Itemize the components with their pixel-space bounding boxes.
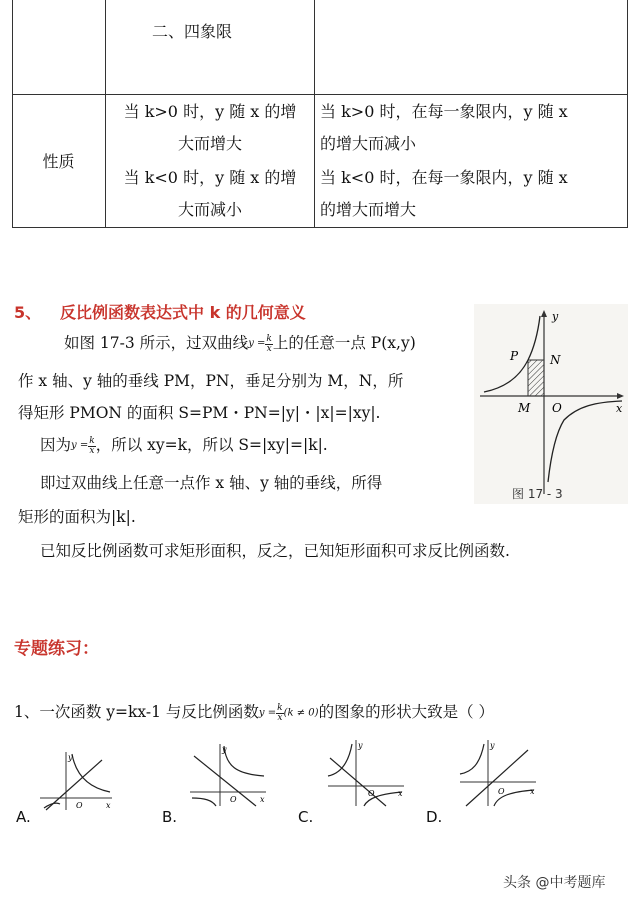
option-c-label[interactable]: C. <box>298 808 314 826</box>
p1-fraction <box>265 335 272 354</box>
q1-frac-num: k <box>277 702 283 713</box>
fig-label-x: x <box>616 402 623 415</box>
table-column-divider-2 <box>314 0 315 228</box>
q1-frac-y: y = <box>258 707 277 719</box>
section-5-paragraph-6: 矩形的面积为|k|. <box>18 508 136 526</box>
option-b-y-label: y <box>222 745 227 754</box>
option-d-o-label: O <box>498 787 505 796</box>
direct-prop-line-1: 当 k>0 时，y 随 x 的增 <box>123 102 297 121</box>
p4-fraction <box>88 437 95 456</box>
inverse-prop-line-4: 的增大而增大 <box>320 200 417 219</box>
p1-frac-num: k <box>266 333 272 344</box>
q1-fraction <box>276 704 283 723</box>
property-table <box>12 0 628 228</box>
inverse-prop-line-1: 当 k>0 时，在每一象限内，y 随 x <box>320 102 568 121</box>
section-5-paragraph-3: 得矩形 PMON 的面积 S=PM・PN=|y|・|x|=|xy|. <box>18 404 381 422</box>
option-c-y-label: y <box>358 741 363 750</box>
figure-17-3-graph <box>474 304 628 504</box>
q1-condition: (k ≠ 0) <box>283 707 319 719</box>
direct-prop-line-4: 大而减小 <box>177 200 242 219</box>
option-c-o-label: O <box>368 789 375 798</box>
direct-prop-line-3: 当 k<0 时，y 随 x 的增 <box>123 168 297 187</box>
option-d-label[interactable]: D. <box>426 808 443 826</box>
section-5-title: 反比例函数表达式中 k 的几何意义 <box>60 303 306 322</box>
direct-prop-line-2: 大而增大 <box>177 134 242 153</box>
p1-text-b: 上的任意一点 P(x,y) <box>272 334 416 352</box>
fig-label-m: M <box>518 401 531 415</box>
p4-text-a: 因为 <box>40 436 72 454</box>
x-axis-arrow-icon <box>617 393 624 399</box>
q1-text-a: 1、一次函数 y=kx-1 与反比例函数 <box>14 703 259 721</box>
y-axis-arrow-icon <box>541 310 547 317</box>
inverse-prop-line-2: 的增大而减小 <box>320 134 417 153</box>
option-b-graph <box>186 740 270 808</box>
option-a-y-label: y <box>68 753 73 762</box>
section-5-paragraph-5: 即过双曲线上任意一点作 x 轴、y 轴的垂线，所得 <box>40 474 383 492</box>
property-label: 性质 <box>42 152 75 171</box>
section-5-number: 5、 <box>14 303 42 322</box>
q1-frac-den: x <box>277 712 283 723</box>
option-d-graph <box>456 736 540 808</box>
option-a-x-label: x <box>106 801 111 810</box>
p4-frac-den: x <box>89 445 95 456</box>
section-5-paragraph-1 <box>64 328 416 359</box>
option-c-graph <box>324 736 408 808</box>
option-d-x-label: x <box>530 787 535 796</box>
fig-label-o: O <box>552 401 562 415</box>
table-border-left <box>12 0 13 228</box>
p4-frac-y: y = <box>71 440 89 451</box>
p1-frac-y: y = <box>248 338 266 349</box>
question-1 <box>14 700 494 723</box>
section-5-paragraph-4 <box>40 430 328 461</box>
p1-text-a: 如图 17-3 所示，过双曲线 <box>64 334 249 352</box>
figure-caption: 图 17 - 3 <box>512 487 563 501</box>
option-c-x-label: x <box>398 789 403 798</box>
watermark: 头条 @中考题库 <box>503 875 606 891</box>
fig-label-n: N <box>550 353 561 367</box>
p4-text-b: ，所以 xy=k，所以 S=|xy|=|k|. <box>95 436 328 454</box>
option-a-o-label: O <box>76 801 83 810</box>
practice-title: 专题练习： <box>14 639 99 659</box>
fig-label-y: y <box>552 310 559 323</box>
section-5-heading <box>14 300 306 323</box>
fig-label-p: P <box>510 349 519 363</box>
option-d-y-label: y <box>490 741 495 750</box>
inverse-prop-line-3: 当 k<0 时，在每一象限内，y 随 x <box>320 168 568 187</box>
table-border-bottom <box>12 227 628 228</box>
section-5-paragraph-7: 已知反比例函数可求矩形面积，反之，已知矩形面积可求反比例函数. <box>40 542 510 560</box>
rectangle-pmon <box>528 360 544 396</box>
option-b-label[interactable]: B. <box>162 808 178 826</box>
table-row-divider <box>12 94 628 95</box>
p4-frac-num: k <box>89 435 95 446</box>
option-a-graph <box>36 748 116 812</box>
option-b-o-label: O <box>230 795 237 804</box>
table-border-right <box>627 0 628 228</box>
option-a-label[interactable]: A. <box>16 808 31 826</box>
q1-text-b: 的图象的形状大致是（ ） <box>318 703 495 721</box>
p1-frac-den: x <box>266 343 272 354</box>
quadrant-cell: 二、四象限 <box>152 22 233 41</box>
figure-17-3 <box>474 304 628 504</box>
option-b-x-label: x <box>260 795 265 804</box>
section-5-paragraph-2: 作 x 轴、y 轴的垂线 PM，PN，垂足分别为 M，N，所 <box>18 372 404 390</box>
